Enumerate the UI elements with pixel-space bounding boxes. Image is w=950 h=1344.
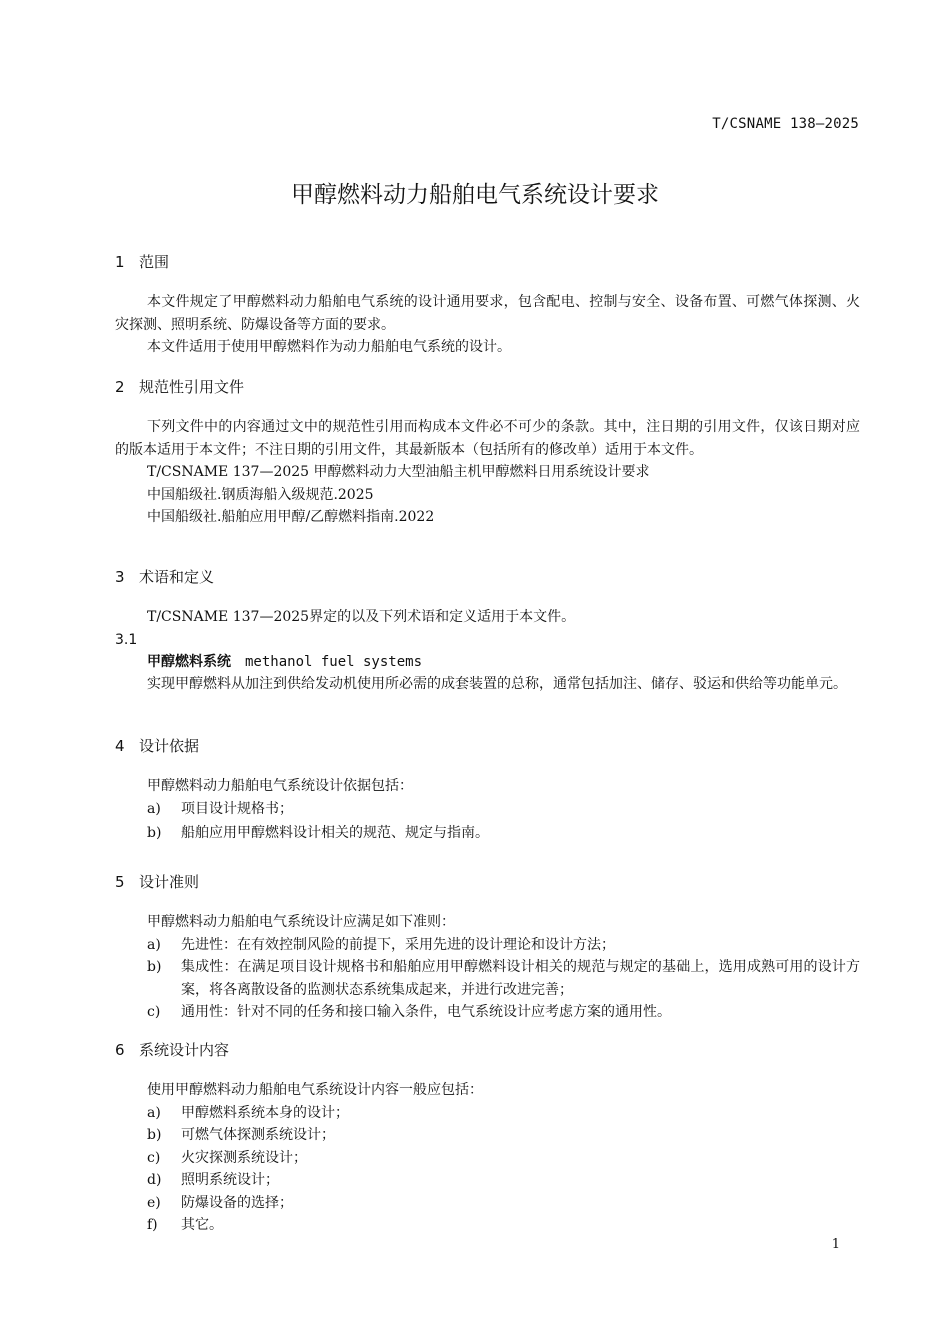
section-title: 范围	[139, 253, 170, 271]
list-marker: b)	[147, 1127, 162, 1143]
list-item	[147, 956, 860, 1001]
list-marker: a)	[147, 800, 161, 817]
reference-item: T/CSNAME 137—2025 甲醇燃料动力大型油船主机甲醇燃料日用系统设计要求	[147, 464, 650, 480]
section-terms	[115, 566, 860, 695]
paragraph: 本文件适用于使用甲醇燃料作为动力船舶电气系统的设计。	[147, 339, 511, 355]
list-marker: f)	[147, 1217, 158, 1233]
section-heading	[115, 251, 860, 273]
list-text: 集成性：在满足项目设计规格书和船舶应用甲醇燃料设计相关的规范与规定的基础上，选用成熟可用的设计方案，将各离散设备的监测状态系统集成起来，并进行改进完善；	[181, 959, 860, 998]
list-item	[147, 822, 860, 845]
list-marker: b)	[147, 825, 162, 841]
list-item	[147, 1169, 860, 1192]
list-text: 甲醇燃料系统本身的设计；	[181, 1104, 349, 1121]
reference-item: 中国船级社.船舶应用甲醇/乙醇燃料指南.2022	[147, 509, 435, 525]
section-number: 5	[115, 873, 125, 891]
section-number: 4	[115, 737, 125, 755]
list-text: 防爆设备的选择；	[181, 1194, 293, 1211]
section-title: 规范性引用文件	[139, 378, 245, 396]
list-item	[147, 798, 860, 821]
document-title: 甲醇燃料动力船舶电气系统设计要求	[291, 182, 659, 208]
term-definition: 实现甲醇燃料从加注到供给发动机使用所必需的成套装置的总称，通常包括加注、储存、驳运和供给等功能单元。	[147, 675, 847, 692]
term-english: methanol fuel systems	[245, 653, 423, 670]
list-marker: c)	[147, 1149, 161, 1166]
page-number: 1	[831, 1237, 840, 1252]
list-text: 船舶应用甲醇燃料设计相关的规范、规定与指南。	[181, 825, 489, 841]
section-title: 设计依据	[139, 737, 200, 755]
section-title: 系统设计内容	[139, 1041, 230, 1059]
section-heading	[115, 1039, 860, 1061]
reference-item: 中国船级社.钢质海船入级规范.2025	[147, 486, 374, 503]
section-scope	[115, 251, 860, 359]
section-number: 2	[115, 378, 125, 396]
paragraph: 使用甲醇燃料动力船舶电气系统设计内容一般应包括：	[147, 1082, 483, 1098]
section-heading	[115, 871, 860, 893]
term-number: 3.1	[115, 631, 138, 648]
list-marker: b)	[147, 959, 162, 975]
list-text: 其它。	[181, 1217, 223, 1233]
list-item	[147, 1001, 860, 1024]
paragraph: 甲醇燃料动力船舶电气系统设计应满足如下准则：	[147, 914, 455, 930]
section-title: 术语和定义	[139, 568, 215, 586]
list-text: 先进性：在有效控制风险的前提下，采用先进的设计理论和设计方法；	[181, 936, 615, 953]
list-item	[147, 934, 860, 957]
list-text: 火灾探测系统设计；	[181, 1149, 307, 1166]
paragraph: 甲醇燃料动力船舶电气系统设计依据包括：	[147, 778, 413, 794]
paragraph: 本文件规定了甲醇燃料动力船舶电气系统的设计通用要求，包含配电、控制与安全、设备布置、可燃气体探测、火灾探测、照明系统、防爆设备等方面的要求。	[115, 294, 860, 333]
list-text: 照明系统设计；	[181, 1172, 279, 1188]
list-item	[147, 1214, 860, 1237]
paragraph: 下列文件中的内容通过文中的规范性引用而构成本文件必不可少的条款。其中，注日期的引用文件，仅该日期对应的版本适用于本文件；不注日期的引用文件，其最新版本（包括所有的修改单）适用于本文件。	[115, 419, 860, 458]
section-heading	[115, 376, 860, 398]
term-chinese: 甲醇燃料系统	[147, 653, 231, 670]
list-text: 可燃气体探测系统设计；	[181, 1127, 335, 1143]
section-title: 设计准则	[139, 873, 200, 891]
list-item	[147, 1192, 860, 1215]
section-design-basis	[115, 735, 860, 845]
section-number: 6	[115, 1041, 125, 1059]
section-design-principles	[115, 871, 860, 1024]
list-item	[147, 1147, 860, 1170]
list-item	[147, 1124, 860, 1147]
section-heading	[115, 566, 860, 588]
section-number: 3	[115, 568, 125, 586]
list-marker: c)	[147, 1004, 161, 1020]
paragraph: T/CSNAME 137—2025界定的以及下列术语和定义适用于本文件。	[147, 609, 576, 625]
term-entry	[115, 651, 860, 673]
section-heading	[115, 735, 860, 757]
section-normative-references	[115, 376, 860, 529]
list-text: 通用性：针对不同的任务和接口输入条件，电气系统设计应考虑方案的通用性。	[181, 1004, 671, 1020]
list-marker: d)	[147, 1172, 162, 1188]
list-marker: e)	[147, 1194, 161, 1211]
list-item	[147, 1102, 860, 1125]
list-text: 项目设计规格书；	[181, 800, 293, 817]
list-marker: a)	[147, 936, 161, 953]
section-number: 1	[115, 253, 125, 271]
standard-code: T/CSNAME 138—2025	[712, 116, 859, 132]
section-system-design-content	[115, 1039, 860, 1237]
list-marker: a)	[147, 1104, 161, 1121]
